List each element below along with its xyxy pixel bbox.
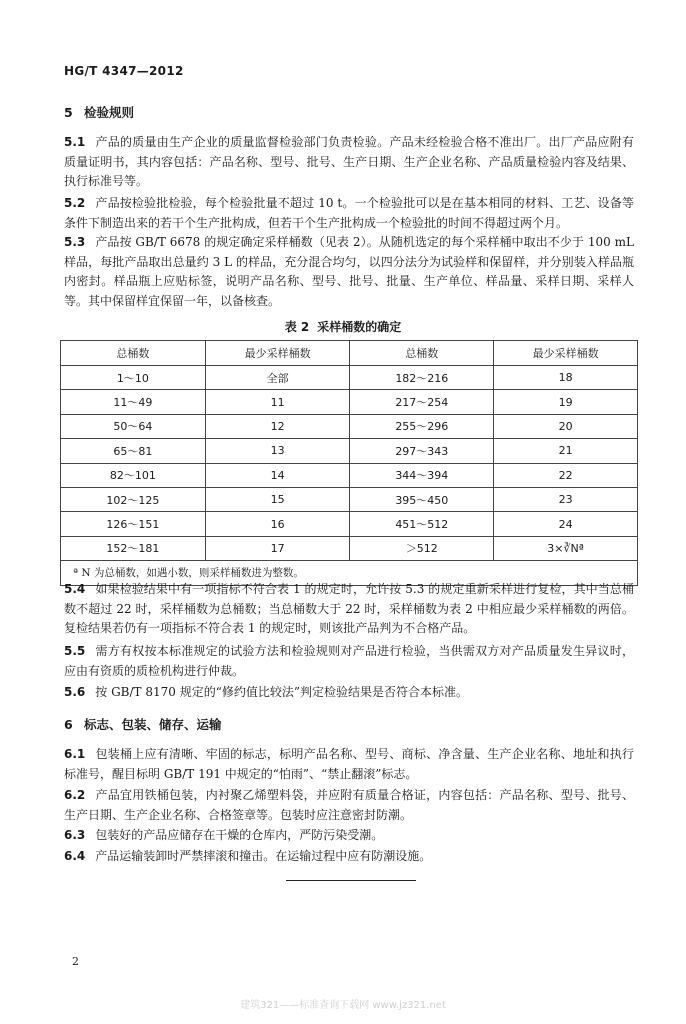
watermark: 建筑321——标准查询下载网 www.jz321.net <box>240 1000 446 1011</box>
table-cell: 18 <box>494 366 638 390</box>
table-cell: 22 <box>494 463 638 487</box>
clause-number: 5.2 <box>64 196 86 210</box>
table-cell: 1～10 <box>61 366 206 390</box>
section-number: 6 <box>64 717 73 732</box>
table-row <box>61 414 638 438</box>
clause-text: 产品宜用铁桶包装，内衬聚乙烯塑料袋，并应附有质量合格证，内容包括：产品名称、型号、批号、生产日期、生产企业名称、合格签章等。包装时应注意密封防潮。 <box>64 788 634 822</box>
clause-text: 包装好的产品应储存在干燥的仓库内，严防污染受潮。 <box>95 828 384 842</box>
table-row <box>61 487 638 511</box>
table-cell: 21 <box>494 439 638 463</box>
table-cell: 297～343 <box>350 439 494 463</box>
clause-5-5 <box>64 642 634 681</box>
table-row <box>61 439 638 463</box>
table-cell: 全部 <box>205 366 350 390</box>
clause-number: 6.4 <box>64 849 86 863</box>
clause-5-4 <box>64 580 634 639</box>
table-cell: ＞512 <box>350 536 494 560</box>
table-cell: 50～64 <box>61 414 206 438</box>
clause-number: 5.6 <box>64 685 86 699</box>
table-cell: 24 <box>494 512 638 536</box>
table-cell: 15 <box>205 487 350 511</box>
clause-6-4 <box>64 847 634 867</box>
table-cell: 182～216 <box>350 366 494 390</box>
clause-number: 5.5 <box>64 644 86 658</box>
section-6-heading <box>64 715 222 733</box>
clause-text: 需方有权按本标准规定的试验方法和检验规则对产品进行检验，当供需双方对产品质量发生异议时，应由有资质的质检机构进行仲裁。 <box>64 644 634 678</box>
clause-number: 5.3 <box>64 235 86 249</box>
table-row <box>61 366 638 390</box>
section-number: 5 <box>64 105 73 120</box>
clause-text: 产品运输装卸时严禁摔滚和撞击。在运输过程中应有防潮设施。 <box>95 849 432 863</box>
page-number: 2 <box>72 955 79 968</box>
table-row <box>61 512 638 536</box>
table-cell: 65～81 <box>61 439 206 463</box>
table-cell: 152～181 <box>61 536 206 560</box>
table-cell: 82～101 <box>61 463 206 487</box>
header-cell: 总桶数 <box>61 341 206 366</box>
table-cell: 14 <box>205 463 350 487</box>
table-cell: 11～49 <box>61 390 206 414</box>
clause-5-3 <box>64 233 634 311</box>
table-cell: 395～450 <box>350 487 494 511</box>
table-caption: 采样桶数的确定 <box>317 320 402 334</box>
table-row <box>61 463 638 487</box>
header-cell: 总桶数 <box>350 341 494 366</box>
table-cell: 255～296 <box>350 414 494 438</box>
table-cell: 217～254 <box>350 390 494 414</box>
section-title: 标志、包装、储存、运输 <box>84 717 222 732</box>
table-row <box>61 390 638 414</box>
table-cell: 126～151 <box>61 512 206 536</box>
clause-number: 5.4 <box>64 582 86 596</box>
table-cell: 344～394 <box>350 463 494 487</box>
clause-text: 包装桶上应有清晰、牢固的标志，标明产品名称、型号、商标、净含量、生产企业名称、地址和执行标准号，醒目标明 GB/T 191 中规定的“怕雨”、“禁止翻滚”标志。 <box>64 747 634 781</box>
clause-text: 产品按 GB/T 6678 的规定确定采样桶数（见表 2）。从随机选定的每个采样桶中取出不少于 100 mL 样品，每批产品取出总量约 3 L 的样品，充分混合均匀，以四分法分为试验样和保留样，并分别装入样品瓶内密封。样品瓶上应贴标签，说明产品名称、型号、批号、批量、生产单位、样品量、采样日期、采样人等。其中保留样宜保留一年，以备核查。 <box>64 235 634 308</box>
clause-6-2 <box>64 786 634 825</box>
clause-6-3 <box>64 826 634 846</box>
table-cell: 102～125 <box>61 487 206 511</box>
clause-number: 6.2 <box>64 788 86 802</box>
table-cell: 3×∛Nª <box>494 536 638 560</box>
table-cell: 19 <box>494 390 638 414</box>
table-cell: 20 <box>494 414 638 438</box>
end-rule <box>286 880 416 881</box>
clause-number: 5.1 <box>64 135 86 149</box>
clause-5-2 <box>64 194 634 233</box>
standard-code: HG/T 4347—2012 <box>64 64 184 78</box>
clause-5-1 <box>64 133 634 192</box>
table-number: 表 2 <box>284 320 310 334</box>
table-row <box>61 536 638 560</box>
table-cell: 11 <box>205 390 350 414</box>
table-2-title <box>0 318 686 335</box>
header-cell: 最少采样桶数 <box>205 341 350 366</box>
table-cell: 17 <box>205 536 350 560</box>
clause-text: 按 GB/T 8170 规定的“修约值比较法”判定检验结果是否符合本标准。 <box>95 685 468 699</box>
table-cell: 16 <box>205 512 350 536</box>
section-title: 检验规则 <box>84 105 135 120</box>
table-cell: 13 <box>205 439 350 463</box>
clause-5-6 <box>64 683 634 703</box>
sampling-table <box>60 340 638 586</box>
table-cell: 23 <box>494 487 638 511</box>
clause-text: 产品按检验批检验，每个检验批量不超过 10 t。一个检验批可以是在基本相同的材料、工艺、设备等条件下制造出来的若干个生产批构成，但若干个生产批构成一个检验批的时间不得超过两个月。 <box>64 196 634 230</box>
table-header-row <box>61 341 638 366</box>
table-cell: 12 <box>205 414 350 438</box>
clause-text: 如果检验结果中有一项指标不符合表 1 的规定时，允许按 5.3 的规定重新采样进行复检，其中当总桶数不超过 22 时，采样桶数为总桶数；当总桶数大于 22 时，采样桶数为表 2 中相应最少采样桶数的两倍。复检结果若仍有一项指标不符合表 1 的规定时，则该批产品判为不合格产品。 <box>64 582 634 635</box>
clause-number: 6.1 <box>64 747 86 761</box>
clause-text: 产品的质量由生产企业的质量监督检验部门负责检验。产品未经检验合格不准出厂。出厂产品应附有质量证明书，其内容包括：产品名称、型号、批号、生产日期、生产企业名称、产品质量检验内容及结果、执行标准号等。 <box>64 135 634 188</box>
clause-6-1 <box>64 745 634 784</box>
section-5-heading <box>64 103 134 121</box>
table-footnote: ª N 为总桶数，如遇小数，则采样桶数进为整数。 <box>61 561 638 585</box>
table-cell: 451～512 <box>350 512 494 536</box>
clause-number: 6.3 <box>64 828 86 842</box>
header-cell: 最少采样桶数 <box>494 341 638 366</box>
